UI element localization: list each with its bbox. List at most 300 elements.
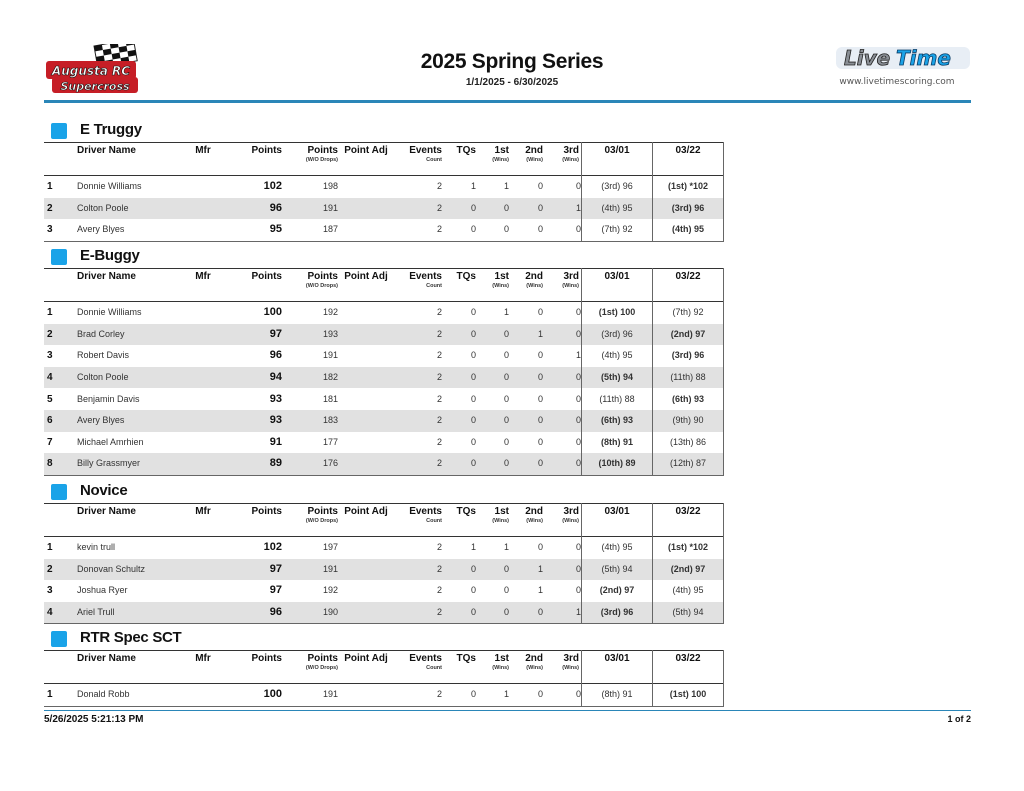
tq-count-cell: 0 (470, 436, 476, 447)
second-place-wins-cell: 0 (509, 684, 543, 707)
round-0301-result-cell: (4th) 95 (582, 198, 653, 220)
table-row[interactable] (44, 432, 724, 454)
second-place-wins-cell: 0 (509, 219, 543, 241)
position-cell: 6 (44, 410, 77, 432)
table-row[interactable] (44, 559, 724, 581)
column-header-round2 (653, 143, 724, 176)
points-without-drops-cell: 192 (322, 585, 338, 596)
point-adjustment-cell (338, 537, 394, 559)
standings-table (44, 268, 724, 476)
tq-count-cell: 0 (442, 219, 476, 241)
events-count-cell: 2 (394, 559, 442, 581)
livetime-url[interactable]: www.livetimescoring.com (839, 77, 955, 87)
points-cell: 96 (223, 198, 282, 220)
manufacturer-cell (183, 176, 223, 198)
column-header-first (476, 504, 509, 537)
points-without-drops-cell: 187 (282, 219, 338, 241)
footer-divider (44, 710, 971, 711)
tq-count-cell: 0 (442, 602, 476, 624)
svg-text:Live: Live (844, 46, 891, 70)
points-cell: 102 (263, 541, 282, 554)
class-marker-icon (51, 249, 67, 265)
table-row[interactable] (44, 580, 724, 602)
column-header-label: 03/01 (604, 145, 630, 156)
driver-name-cell: Colton Poole (77, 198, 183, 220)
position-cell: 1 (47, 307, 53, 319)
column-header-mfr (183, 269, 223, 302)
column-header-events (394, 143, 442, 176)
second-place-wins-cell: 0 (537, 393, 543, 404)
column-header-label: Point Adj (344, 145, 388, 156)
first-place-wins-cell: 0 (503, 393, 509, 404)
tq-count-cell: 1 (470, 542, 476, 553)
points-cell: 93 (223, 410, 282, 432)
driver-name-cell: Donald Robb (77, 684, 183, 707)
manufacturer-cell (183, 198, 223, 220)
round-0322-result-cell: (2nd) 97 (653, 324, 724, 346)
class-title: E Truggy (80, 121, 142, 138)
column-header-sublabel: (W/O Drops) (305, 518, 338, 524)
column-header-events (394, 269, 442, 302)
points-without-drops-cell: 183 (282, 410, 338, 432)
second-place-wins-cell: 0 (537, 436, 543, 447)
column-header-label: Driver Name (77, 271, 136, 282)
round-0322-result-cell: (1st) *102 (653, 176, 724, 198)
column-header-driver (77, 143, 183, 176)
class-marker-icon (51, 484, 67, 500)
points-without-drops-cell: 197 (322, 542, 338, 553)
points-cell: 97 (223, 559, 282, 581)
tq-count-cell: 0 (470, 585, 476, 596)
column-header-label: Point Adj (344, 506, 388, 517)
third-place-wins-cell: 0 (543, 324, 582, 346)
second-place-wins-cell: 1 (509, 559, 543, 581)
column-header-label: 03/22 (675, 271, 701, 282)
round-0301-result-cell: (1st) 100 (582, 302, 653, 324)
round-0301-result-cell: (8th) 91 (582, 432, 653, 454)
column-header-points (223, 269, 282, 302)
column-header-label: 1st (494, 653, 509, 664)
point-adjustment-cell (338, 388, 394, 410)
round-0301-result-cell: (5th) 94 (582, 559, 653, 581)
column-header-label: Points (307, 653, 338, 664)
round-0301-result-cell: (3rd) 96 (582, 602, 653, 624)
round-0322-result-cell: (4th) 95 (653, 219, 724, 241)
first-place-wins-cell: 0 (503, 436, 509, 447)
round-0301-result-cell: (2nd) 97 (582, 580, 653, 602)
table-row[interactable] (44, 345, 724, 367)
position-cell: 3 (47, 350, 53, 362)
points-without-drops-cell: 193 (282, 324, 338, 346)
column-header-sublabel: Count (426, 665, 442, 671)
column-header-events (394, 504, 442, 537)
column-header-round1 (582, 504, 653, 537)
third-place-wins-cell: 0 (543, 219, 582, 241)
driver-name-cell: Colton Poole (77, 367, 183, 389)
table-row[interactable] (44, 176, 724, 198)
table-row[interactable] (44, 367, 724, 389)
class-marker-icon (51, 631, 67, 647)
tq-count-cell: 0 (442, 684, 476, 707)
second-place-wins-cell: 0 (509, 410, 543, 432)
svg-text:Augusta RC: Augusta RC (51, 64, 131, 78)
point-adjustment-cell (338, 684, 394, 707)
events-count-cell: 2 (394, 602, 442, 624)
column-header-driver (77, 269, 183, 302)
class-section-header (44, 628, 724, 650)
round-0301-result-cell: (3rd) 96 (582, 176, 653, 198)
column-header-label: TQs (456, 653, 476, 664)
column-header-label: Points (307, 145, 338, 156)
manufacturer-cell (183, 219, 223, 241)
points-without-drops-cell: 177 (322, 436, 338, 447)
column-header-label: 3rd (563, 653, 579, 664)
driver-name-cell: kevin trull (77, 542, 116, 553)
column-header-label: 2nd (525, 506, 543, 517)
column-header-points (223, 504, 282, 537)
column-header-label: Points (251, 653, 282, 664)
driver-name-cell: Donnie Williams (77, 181, 142, 192)
points-without-drops-cell: 192 (322, 307, 338, 318)
events-count-cell: 2 (436, 542, 442, 553)
round-0322-result-cell: (1st) 100 (653, 684, 724, 707)
second-place-wins-cell: 0 (509, 367, 543, 389)
column-header-label: 1st (494, 145, 509, 156)
second-place-wins-cell: 0 (537, 307, 543, 318)
tq-count-cell: 0 (442, 410, 476, 432)
column-header-label: 03/22 (675, 506, 701, 517)
column-header-label: Points (307, 506, 338, 517)
second-place-wins-cell: 0 (509, 602, 543, 624)
first-place-wins-cell: 1 (503, 181, 509, 192)
driver-name-cell: Donnie Williams (77, 307, 142, 318)
column-header-mfr (183, 143, 223, 176)
tq-count-cell: 0 (470, 307, 476, 318)
table-row[interactable] (44, 388, 724, 410)
round-0322-result-cell: (7th) 92 (653, 302, 724, 324)
point-adjustment-cell (338, 559, 394, 581)
column-header-point-adj (338, 504, 394, 537)
table-row[interactable] (44, 537, 724, 559)
third-place-wins-cell: 0 (543, 432, 582, 454)
third-place-wins-cell: 0 (543, 537, 582, 559)
position-cell: 8 (44, 453, 77, 475)
column-header-pos (44, 269, 77, 302)
column-header-round2 (653, 504, 724, 537)
second-place-wins-cell: 1 (537, 585, 543, 596)
point-adjustment-cell (338, 302, 394, 324)
manufacturer-cell (183, 410, 223, 432)
third-place-wins-cell: 1 (543, 602, 582, 624)
column-header-label: 03/01 (604, 506, 630, 517)
column-header-round2 (653, 269, 724, 302)
points-without-drops-cell: 176 (282, 453, 338, 475)
points-without-drops-cell: 191 (322, 350, 338, 361)
standings-table (44, 650, 724, 707)
manufacturer-cell (183, 302, 223, 324)
column-header-third (543, 651, 582, 684)
column-header-second (509, 504, 543, 537)
first-place-wins-cell: 1 (503, 307, 509, 318)
third-place-wins-cell: 1 (543, 198, 582, 220)
report-title: 2025 Spring Series (420, 50, 604, 73)
manufacturer-cell (183, 345, 223, 367)
column-header-points (223, 651, 282, 684)
driver-name-cell: Benjamin Davis (77, 393, 140, 404)
round-0322-result-cell: (1st) *102 (653, 537, 724, 559)
table-row[interactable] (44, 198, 724, 220)
column-header-sublabel: (Wins) (526, 157, 543, 163)
round-0322-result-cell: (9th) 90 (653, 410, 724, 432)
driver-name-cell: Avery Blyes (77, 219, 183, 241)
column-header-label: Points (251, 506, 282, 517)
first-place-wins-cell: 0 (503, 585, 509, 596)
second-place-wins-cell: 0 (537, 350, 543, 361)
column-header-label: 2nd (525, 145, 543, 156)
points-without-drops-cell: 191 (282, 198, 338, 220)
first-place-wins-cell: 1 (476, 684, 509, 707)
table-row[interactable] (44, 684, 724, 707)
table-row[interactable] (44, 410, 724, 432)
column-header-round2 (653, 651, 724, 684)
events-count-cell: 2 (436, 350, 442, 361)
class-marker-icon (51, 123, 67, 139)
third-place-wins-cell: 0 (543, 684, 582, 707)
column-header-label: Events (409, 653, 442, 664)
column-header-label: 2nd (525, 653, 543, 664)
column-header-driver (77, 504, 183, 537)
points-cell: 93 (269, 392, 282, 405)
column-header-round1 (582, 143, 653, 176)
table-header-row (44, 269, 724, 302)
column-header-round1 (582, 269, 653, 302)
column-header-pos (44, 651, 77, 684)
round-0322-result-cell: (2nd) 97 (653, 559, 724, 581)
events-count-cell: 2 (394, 684, 442, 707)
round-0322-result-cell: (5th) 94 (653, 602, 724, 624)
events-count-cell: 2 (436, 585, 442, 596)
column-header-label: Mfr (195, 653, 211, 664)
tq-count-cell: 0 (442, 324, 476, 346)
column-header-label: Driver Name (77, 653, 136, 664)
column-header-label: 03/01 (604, 653, 630, 664)
column-header-label: Point Adj (344, 653, 388, 664)
svg-text:Supercross: Supercross (60, 80, 130, 93)
manufacturer-cell (183, 453, 223, 475)
driver-name-cell: Michael Amrhien (77, 436, 144, 447)
livetime-logo (834, 45, 972, 71)
driver-name-cell: Billy Grassmyer (77, 453, 183, 475)
first-place-wins-cell: 0 (503, 350, 509, 361)
manufacturer-cell (183, 559, 223, 581)
events-count-cell: 2 (436, 436, 442, 447)
round-0322-result-cell: (12th) 87 (653, 453, 724, 475)
column-header-sublabel: (W/O Drops) (305, 157, 338, 163)
page-number: 1 of 2 (947, 714, 971, 724)
round-0301-result-cell: (3rd) 96 (582, 324, 653, 346)
column-header-label: Events (409, 145, 442, 156)
manufacturer-cell (183, 537, 223, 559)
round-0301-result-cell: (4th) 95 (582, 537, 653, 559)
class-section-header (44, 481, 724, 503)
events-count-cell: 2 (394, 410, 442, 432)
column-header-sublabel: (Wins) (562, 283, 579, 289)
column-header-tqs (442, 143, 476, 176)
points-without-drops-cell: 191 (282, 684, 338, 707)
column-header-label: 03/01 (604, 271, 630, 282)
column-header-label: Driver Name (77, 145, 136, 156)
points-cell: 97 (269, 584, 282, 597)
first-place-wins-cell: 0 (476, 198, 509, 220)
first-place-wins-cell: 0 (476, 602, 509, 624)
manufacturer-cell (183, 367, 223, 389)
column-header-round1 (582, 651, 653, 684)
column-header-label: 3rd (563, 271, 579, 282)
position-cell: 1 (47, 181, 53, 193)
column-header-second (509, 269, 543, 302)
points-without-drops-cell: 190 (282, 602, 338, 624)
position-cell: 3 (44, 219, 77, 241)
driver-name-cell: Robert Davis (77, 350, 130, 361)
column-header-points-wo (282, 651, 338, 684)
third-place-wins-cell: 0 (543, 580, 582, 602)
column-header-label: 3rd (563, 145, 579, 156)
third-place-wins-cell: 1 (543, 345, 582, 367)
driver-name-cell: Avery Blyes (77, 410, 183, 432)
table-header-row (44, 143, 724, 176)
point-adjustment-cell (338, 453, 394, 475)
column-header-second (509, 651, 543, 684)
second-place-wins-cell: 0 (509, 198, 543, 220)
column-header-point-adj (338, 143, 394, 176)
column-header-sublabel: (Wins) (492, 665, 509, 671)
third-place-wins-cell: 0 (543, 302, 582, 324)
third-place-wins-cell: 0 (543, 388, 582, 410)
first-place-wins-cell: 0 (476, 410, 509, 432)
third-place-wins-cell: 0 (543, 453, 582, 475)
points-cell: 102 (263, 180, 282, 193)
column-header-sublabel: Count (426, 518, 442, 524)
table-row[interactable] (44, 602, 724, 624)
table-row[interactable] (44, 453, 724, 475)
round-0322-result-cell: (3rd) 96 (653, 345, 724, 367)
column-header-mfr (183, 504, 223, 537)
column-header-point-adj (338, 269, 394, 302)
table-header-row (44, 651, 724, 684)
round-0322-result-cell: (13th) 86 (653, 432, 724, 454)
second-place-wins-cell: 0 (509, 453, 543, 475)
column-header-sublabel: (Wins) (492, 157, 509, 163)
point-adjustment-cell (338, 324, 394, 346)
round-0301-result-cell: (8th) 91 (582, 684, 653, 707)
position-cell: 4 (44, 367, 77, 389)
tq-count-cell: 0 (470, 350, 476, 361)
column-header-sublabel: Count (426, 283, 442, 289)
column-header-mfr (183, 651, 223, 684)
column-header-sublabel: (Wins) (526, 283, 543, 289)
points-without-drops-cell: 191 (282, 559, 338, 581)
third-place-wins-cell: 0 (543, 559, 582, 581)
first-place-wins-cell: 0 (476, 559, 509, 581)
column-header-third (543, 143, 582, 176)
points-cell: 89 (223, 453, 282, 475)
first-place-wins-cell: 0 (476, 453, 509, 475)
class-title: Novice (80, 482, 128, 499)
column-header-point-adj (338, 651, 394, 684)
position-cell: 2 (44, 198, 77, 220)
events-count-cell: 2 (436, 393, 442, 404)
column-header-label: Point Adj (344, 271, 388, 282)
events-count-cell: 2 (394, 367, 442, 389)
column-header-label: Mfr (195, 145, 211, 156)
position-cell: 5 (47, 393, 53, 405)
position-cell: 2 (44, 559, 77, 581)
table-header-row (44, 504, 724, 537)
events-count-cell: 2 (436, 181, 442, 192)
tq-count-cell: 0 (442, 559, 476, 581)
column-header-sublabel: (Wins) (492, 518, 509, 524)
table-row[interactable] (44, 302, 724, 324)
column-header-label: 1st (494, 271, 509, 282)
third-place-wins-cell: 0 (543, 367, 582, 389)
driver-name-cell: Ariel Trull (77, 602, 183, 624)
class-section (44, 120, 724, 242)
position-cell: 3 (47, 585, 53, 597)
first-place-wins-cell: 1 (503, 542, 509, 553)
round-0301-result-cell: (10th) 89 (582, 453, 653, 475)
round-0301-result-cell: (5th) 94 (582, 367, 653, 389)
column-header-label: 3rd (563, 506, 579, 517)
class-section-header (44, 120, 724, 142)
points-cell: 100 (263, 306, 282, 319)
round-0301-result-cell: (6th) 93 (582, 410, 653, 432)
events-count-cell: 2 (394, 324, 442, 346)
point-adjustment-cell (338, 580, 394, 602)
column-header-tqs (442, 269, 476, 302)
column-header-label: Events (409, 506, 442, 517)
third-place-wins-cell: 0 (543, 176, 582, 198)
column-header-events (394, 651, 442, 684)
column-header-label: Events (409, 271, 442, 282)
round-0322-result-cell: (3rd) 96 (653, 198, 724, 220)
column-header-first (476, 269, 509, 302)
column-header-points (223, 143, 282, 176)
point-adjustment-cell (338, 602, 394, 624)
driver-name-cell: Donovan Schultz (77, 559, 183, 581)
column-header-third (543, 269, 582, 302)
class-title: E-Buggy (80, 247, 140, 264)
class-section (44, 481, 724, 624)
column-header-label: Mfr (195, 506, 211, 517)
table-row[interactable] (44, 324, 724, 346)
column-header-sublabel: (Wins) (492, 283, 509, 289)
manufacturer-cell (183, 432, 223, 454)
class-title: RTR Spec SCT (80, 629, 182, 646)
manufacturer-cell (183, 684, 223, 707)
third-place-wins-cell: 0 (543, 410, 582, 432)
column-header-label: 03/22 (675, 145, 701, 156)
standings-table (44, 142, 724, 242)
column-header-sublabel: (Wins) (562, 518, 579, 524)
points-without-drops-cell: 181 (322, 393, 338, 404)
column-header-tqs (442, 651, 476, 684)
points-cell: 96 (269, 349, 282, 362)
points-cell: 95 (223, 219, 282, 241)
column-header-sublabel: (W/O Drops) (305, 665, 338, 671)
table-row[interactable] (44, 219, 724, 241)
column-header-points-wo (282, 504, 338, 537)
header-divider (44, 100, 971, 103)
